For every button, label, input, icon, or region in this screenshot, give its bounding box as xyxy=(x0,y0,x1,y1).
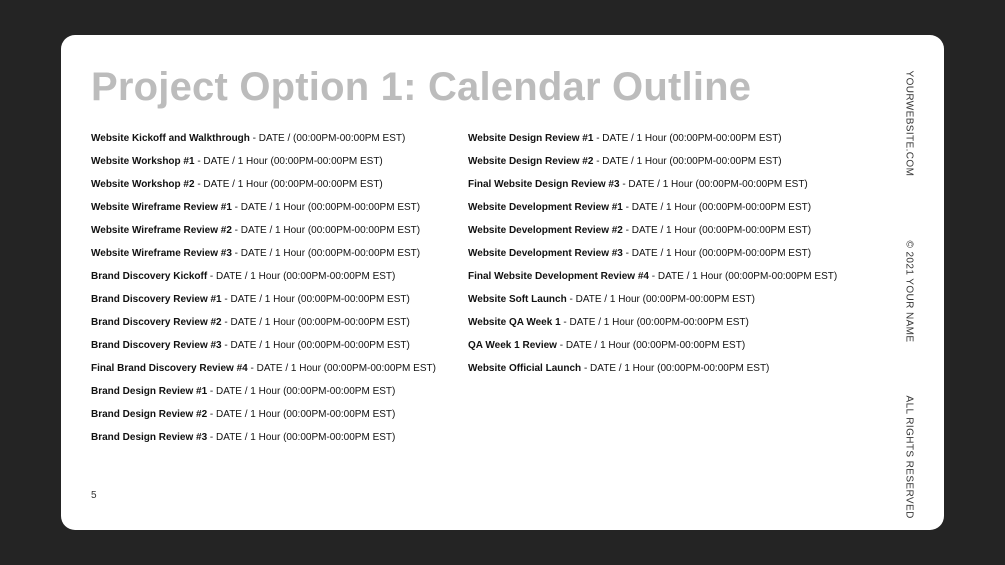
schedule-item xyxy=(91,317,436,340)
schedule-item-label: Website Wireframe Review #2 xyxy=(91,225,232,236)
schedule-item xyxy=(91,248,436,271)
schedule-item-detail: - DATE / 1 Hour (00:00PM-00:00PM EST) xyxy=(622,202,812,213)
schedule-item xyxy=(91,386,436,409)
schedule-item-label: Website Wireframe Review #1 xyxy=(91,202,232,213)
schedule-item-label: Final Brand Discovery Review #4 xyxy=(91,363,248,374)
schedule-item-detail: - DATE / 1 Hour (00:00PM-00:00PM EST) xyxy=(221,340,410,351)
schedule-item-detail: - DATE / 1 Hour (00:00PM-00:00PM EST) xyxy=(221,317,410,328)
schedule-item-label: Website Official Launch xyxy=(468,363,582,374)
schedule-item xyxy=(468,179,837,202)
schedule-item xyxy=(91,432,436,455)
schedule-item-detail: - DATE / 1 Hour (00:00PM-00:00PM EST) xyxy=(194,156,383,167)
schedule-item xyxy=(468,133,837,156)
schedule-item-label: Final Website Development Review #4 xyxy=(468,271,649,282)
schedule-item xyxy=(91,271,436,294)
schedule-item xyxy=(468,248,837,271)
schedule-item-detail: - DATE / (00:00PM-00:00PM EST) xyxy=(249,133,406,144)
schedule-item-label: Website Workshop #1 xyxy=(91,156,195,167)
schedule-item-label: Website Design Review #2 xyxy=(468,156,594,167)
schedule-item-label: Brand Discovery Review #3 xyxy=(91,340,222,351)
schedule-item xyxy=(468,225,837,248)
schedule-item-detail: - DATE / 1 Hour (00:00PM-00:00PM EST) xyxy=(194,179,383,190)
schedule-item-detail: - DATE / 1 Hour (00:00PM-00:00PM EST) xyxy=(231,225,421,236)
page-number: 5 xyxy=(91,490,97,501)
schedule-item-detail: - DATE / 1 Hour (00:00PM-00:00PM EST) xyxy=(231,248,421,259)
schedule-item-label: QA Week 1 Review xyxy=(468,340,557,351)
schedule-item-detail: - DATE / 1 Hour (00:00PM-00:00PM EST) xyxy=(581,363,770,374)
schedule-item xyxy=(91,156,436,179)
schedule-item-detail: - DATE / 1 Hour (00:00PM-00:00PM EST) xyxy=(231,202,421,213)
schedule-item-detail: - DATE / 1 Hour (00:00PM-00:00PM EST) xyxy=(221,294,410,305)
schedule-item-detail: - DATE / 1 Hour (00:00PM-00:00PM EST) xyxy=(593,133,782,144)
schedule-item-label: Website Development Review #2 xyxy=(468,225,623,236)
schedule-item xyxy=(468,294,837,317)
slide xyxy=(61,35,944,530)
schedule-item xyxy=(91,340,436,363)
schedule-item xyxy=(468,202,837,225)
schedule-item xyxy=(91,133,436,156)
schedule-item-detail: - DATE / 1 Hour (00:00PM-00:00PM EST) xyxy=(566,294,755,305)
slide-title: Project Option 1: Calendar Outline xyxy=(91,65,752,109)
schedule-item-label: Brand Design Review #3 xyxy=(91,432,208,443)
schedule-item-detail: - DATE / 1 Hour (00:00PM-00:00PM EST) xyxy=(619,179,808,190)
schedule-item xyxy=(468,340,837,363)
schedule-item-label: Website QA Week 1 xyxy=(468,317,561,328)
schedule-item-detail: - DATE / 1 Hour (00:00PM-00:00PM EST) xyxy=(247,363,436,374)
sidebar-website-text: YOURWEBSITE.COM xyxy=(903,70,915,177)
schedule-item-label: Brand Discovery Kickoff xyxy=(91,271,208,282)
schedule-item-label: Website Development Review #1 xyxy=(468,202,623,213)
schedule-item-detail: - DATE / 1 Hour (00:00PM-00:00PM EST) xyxy=(207,386,396,397)
schedule-item-label: Website Soft Launch xyxy=(468,294,567,305)
schedule-item-label: Brand Discovery Review #1 xyxy=(91,294,222,305)
schedule-item xyxy=(468,317,837,340)
schedule-item xyxy=(91,179,436,202)
sidebar-rights-text: ALL RIGHTS RESERVED xyxy=(903,395,915,519)
schedule-list-right xyxy=(468,133,837,386)
schedule-item xyxy=(91,225,436,248)
schedule-item-detail: - DATE / 1 Hour (00:00PM-00:00PM EST) xyxy=(207,271,396,282)
schedule-item xyxy=(468,363,837,386)
schedule-item-label: Website Kickoff and Walkthrough xyxy=(91,133,250,144)
schedule-item xyxy=(91,409,436,432)
schedule-item xyxy=(91,202,436,225)
sidebar-copyright-text: © 2021 YOUR NAME xyxy=(903,240,915,343)
schedule-item-detail: - DATE / 1 Hour (00:00PM-00:00PM EST) xyxy=(649,271,838,282)
schedule-item-detail: - DATE / 1 Hour (00:00PM-00:00PM EST) xyxy=(622,225,812,236)
schedule-item-label: Website Wireframe Review #3 xyxy=(91,248,232,259)
schedule-item-detail: - DATE / 1 Hour (00:00PM-00:00PM EST) xyxy=(207,432,396,443)
schedule-item xyxy=(91,294,436,317)
schedule-item-label: Website Workshop #2 xyxy=(91,179,195,190)
schedule-item-detail: - DATE / 1 Hour (00:00PM-00:00PM EST) xyxy=(560,317,749,328)
schedule-item-label: Final Website Design Review #3 xyxy=(468,179,620,190)
schedule-item xyxy=(91,363,436,386)
schedule-item-label: Website Design Review #1 xyxy=(468,133,594,144)
schedule-item xyxy=(468,271,837,294)
schedule-list-left xyxy=(91,133,436,455)
schedule-item-detail: - DATE / 1 Hour (00:00PM-00:00PM EST) xyxy=(622,248,812,259)
schedule-item-label: Brand Design Review #1 xyxy=(91,386,208,397)
schedule-item-label: Brand Discovery Review #2 xyxy=(91,317,222,328)
schedule-item-detail: - DATE / 1 Hour (00:00PM-00:00PM EST) xyxy=(207,409,396,420)
schedule-item-label: Brand Design Review #2 xyxy=(91,409,208,420)
schedule-item xyxy=(468,156,837,179)
schedule-item-label: Website Development Review #3 xyxy=(468,248,623,259)
schedule-item-detail: - DATE / 1 Hour (00:00PM-00:00PM EST) xyxy=(593,156,782,167)
schedule-item-detail: - DATE / 1 Hour (00:00PM-00:00PM EST) xyxy=(556,340,746,351)
